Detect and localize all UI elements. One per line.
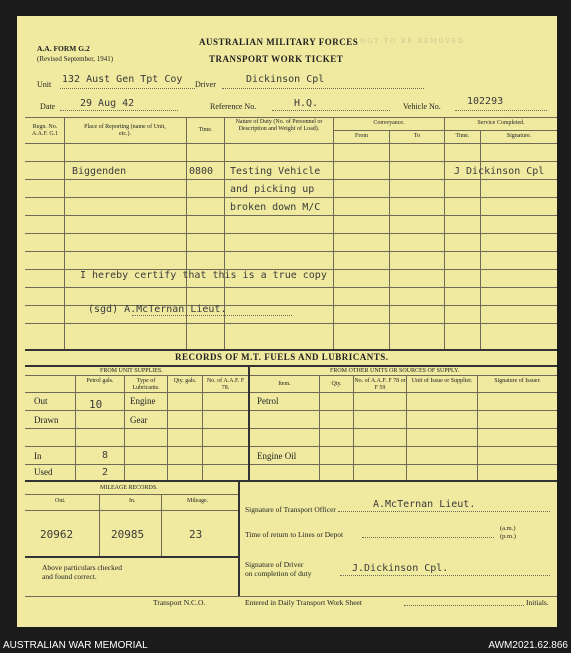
row-time: 0800 <box>189 166 214 177</box>
col-issue: Unit of Issue or Supplier. <box>411 378 473 384</box>
checked-text-1: Above particulars checked <box>42 563 122 572</box>
other-supplies: FROM OTHER UNITS OR SOURCES OF SUPPLY. <box>330 368 460 374</box>
footer-source: AUSTRALIAN WAR MEMORIAL <box>3 640 148 651</box>
lubricant-type: Engine <box>130 396 156 406</box>
mileage-title: MILEAGE RECORDS. <box>100 485 158 491</box>
fuel-used-petrol: 2 <box>102 467 109 478</box>
reference-dotline <box>272 110 390 111</box>
unit-label: Unit <box>37 80 52 89</box>
signed-text: (sgd) A.McTernan Lieut. <box>88 304 227 315</box>
fuel-row-label: Used <box>34 467 53 477</box>
col-sig: Signature of Issuer. <box>494 378 541 384</box>
col-type: Type of Lubricants. <box>132 378 160 391</box>
vehicle-dotline <box>455 110 547 111</box>
mileage-col-out: Out. <box>55 498 66 504</box>
col-qty2: Qty. <box>331 381 342 387</box>
row-duty-3: broken down M/C <box>230 202 321 213</box>
col-service: Service Completed. <box>477 120 525 126</box>
row-signature: J Dickinson Cpl <box>454 166 545 177</box>
col-conveyance: Conveyance. <box>373 120 405 126</box>
entered-label: Entered in Daily Transport Work Sheet <box>245 598 362 607</box>
date-value: 29 Aug 42 <box>80 98 135 109</box>
mileage-value: 23 <box>189 528 203 541</box>
col-place: Place of Reporting (name of Unit, etc.). <box>84 124 166 137</box>
checked-text-2: and found correct. <box>42 572 97 581</box>
col-time: Time. <box>198 127 213 133</box>
row-duty-2: and picking up <box>230 184 315 195</box>
col-nature: Nature of Duty (No. of Personnel or Description and Weight of Load). <box>235 119 323 132</box>
vehicle-label: Vehicle No. <box>403 102 441 111</box>
fuel-in-petrol: 8 <box>102 450 109 461</box>
am-label: (a.m.) <box>500 525 516 532</box>
col-from: From <box>354 133 368 139</box>
form-org: AUSTRALIAN MILITARY FORCES <box>199 37 359 47</box>
fuel-item: Petrol <box>257 396 279 406</box>
col-aaf59: No. of A.A.F. F 78 or F 59 <box>354 378 406 391</box>
reference-label: Reference No. <box>210 102 257 111</box>
fuel-row-label: In <box>34 451 42 461</box>
faint-stamp-text: NOT TO BE REMOVED <box>360 38 465 45</box>
col-petrol: Petrol gals. <box>86 378 114 384</box>
mileage-col-mileage: Mileage. <box>187 498 209 504</box>
fuel-row-label: Drawn <box>34 415 59 425</box>
col-item: Item. <box>278 381 291 387</box>
col-qty: Qty. gals. <box>173 378 197 384</box>
fuel-out-petrol: 10 <box>89 398 103 411</box>
col-regn: Regn. No. A.A.F. G.1 <box>31 124 59 137</box>
driver-dotline <box>222 88 424 89</box>
driver-sig-label-2: on completion of duty <box>245 569 312 578</box>
unit-value: 132 Aust Gen Tpt Coy <box>62 74 183 85</box>
form-title: TRANSPORT WORK TICKET <box>209 54 344 64</box>
driver-sig-label-1: Signature of Driver <box>245 560 304 569</box>
fuel-row-label: Out <box>34 396 48 406</box>
col-aaf78: No. of A.A.F. F 78. <box>206 378 245 391</box>
reference-value: H.Q. <box>294 98 319 109</box>
form-id: A.A. FORM G.2 <box>37 44 90 53</box>
sig-officer-label: Signature of Transport Officer <box>245 505 336 514</box>
row-duty-1: Testing Vehicle <box>230 166 321 177</box>
date-label: Date <box>40 102 56 111</box>
unit-supplies: FROM UNIT SUPPLIES. <box>100 368 163 374</box>
footer-accession: AWM2021.62.866 <box>488 640 568 651</box>
date-dotline <box>60 110 178 111</box>
mileage-in: 20985 <box>111 528 145 541</box>
driver-label: Driver <box>195 80 216 89</box>
fuels-title: RECORDS OF M.T. FUELS AND LUBRICANTS. <box>175 352 389 362</box>
vehicle-value: 102293 <box>467 96 504 107</box>
sig-officer-value: A.McTernan Lieut. <box>373 499 476 510</box>
initials-label: Initials. <box>526 598 549 607</box>
mileage-out: 20962 <box>40 528 74 541</box>
certify-text: I hereby certify that this is a true copy <box>80 270 327 281</box>
unit-dotline <box>60 88 195 89</box>
driver-sig-value: J.Dickinson Cpl. <box>352 563 449 574</box>
return-label: Time of return to Lines or Depot <box>245 530 344 539</box>
pm-label: (p.m.) <box>500 533 516 540</box>
col-signature: Signature. <box>506 133 532 139</box>
col-to: To <box>413 133 421 139</box>
mileage-col-in: In. <box>129 498 136 504</box>
lubricant-type: Gear <box>130 415 148 425</box>
row-place: Biggenden <box>72 166 127 177</box>
transport-nco: Transport N.C.O. <box>153 598 206 607</box>
driver-value: Dickinson Cpl <box>246 74 325 85</box>
fuel-item: Engine Oil <box>257 451 297 461</box>
form-revised: (Revised September, 1941) <box>37 55 114 63</box>
col-svc-time: Time. <box>455 133 470 139</box>
